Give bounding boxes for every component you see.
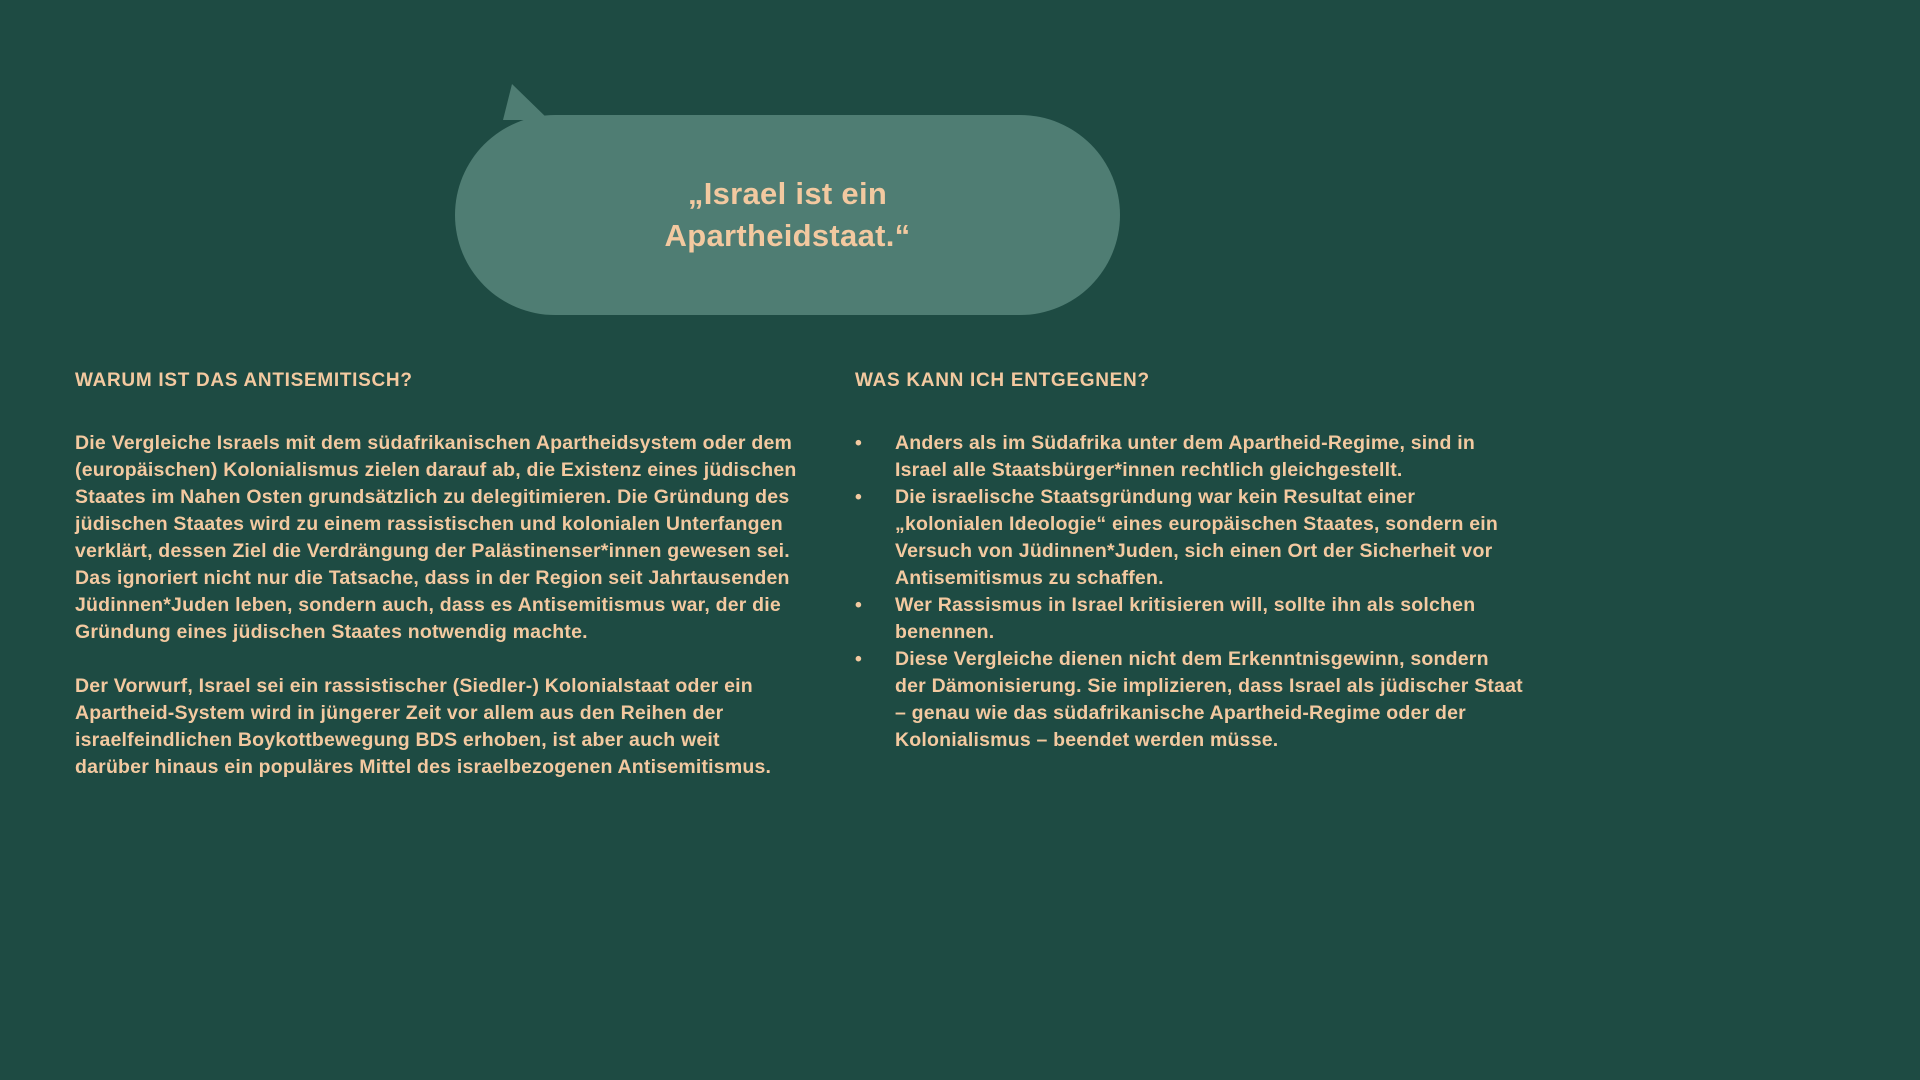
left-paragraph-2: Der Vorwurf, Israel sei ein rassistischer (Siedler-) Kolonialstaat oder ein Apartheid-System wird in jüngerer Zeit vor allem aus den Reihen der israelfeindlichen Boykottbewegung BDS erhoben, ist aber auch weit darüber hinaus ein populäres Mittel des israelbezogenen Antisemitismus.	[75, 675, 772, 778]
left-section-heading: WARUM IST DAS ANTISEMITISCH?	[75, 370, 413, 391]
right-column	[855, 370, 1523, 754]
list-item	[855, 430, 1523, 484]
left-column	[75, 370, 797, 781]
bullet-text: Die israelische Staatsgründung war kein Resultat einer „kolonialen Ideologie“ eines europäischen Staates, sondern ein Versuch von Jüdinnen*Juden, sich einen Ort der Sicherheit vor Antisemitismus zu schaffen.	[895, 486, 1498, 589]
bullet-text: Wer Rassismus in Israel kritisieren will, sollte ihn als solchen benennen.	[895, 594, 1476, 643]
quote-line-1: „Israel ist ein	[687, 176, 888, 211]
speech-bubble-tail	[503, 84, 549, 120]
bullet-text: Anders als im Südafrika unter dem Apartheid-Regime, sind in Israel alle Staatsbürger*innen rechtlich gleichgestellt.	[895, 432, 1475, 481]
left-paragraph-1: Die Vergleiche Israels mit dem südafrikanischen Apartheidsystem oder dem (europäischen) Kolonialismus zielen darauf ab, die Existenz eines jüdischen Staates im Nahen Osten grundsätzlich zu delegitimieren. Die Gründung des jüdischen Staates wird zu einem rassistischen und kolonialen Unterfangen verklärt, dessen Ziel die Verdrängung der Palästinenser*innen gewesen sei. Das ignoriert nicht nur die Tatsache, dass in der Region seit Jahrtausenden Jüdinnen*Juden leben, sondern auch, dass es Antisemitismus war, der die Gründung eines jüdischen Staates notwendig machte.	[75, 432, 797, 643]
bullet-marker: •	[855, 648, 863, 670]
bullet-marker: •	[855, 594, 863, 616]
quote-text	[665, 173, 911, 257]
bullet-marker: •	[855, 486, 863, 508]
quote-line-2: Apartheidstaat.“	[664, 218, 911, 253]
bullet-list	[855, 430, 1523, 754]
list-item	[855, 484, 1523, 592]
list-item	[855, 646, 1523, 754]
bullet-marker: •	[855, 432, 863, 454]
right-section-heading: WAS KANN ICH ENTGEGNEN?	[855, 370, 1150, 391]
list-item	[855, 592, 1523, 646]
bullet-text: Diese Vergleiche dienen nicht dem Erkenntnisgewinn, sondern der Dämonisierung. Sie implizieren, dass Israel als jüdischer Staat – genau wie das südafrikanische Apartheid-Regime oder der Kolonialismus – beendet werden müsse.	[895, 648, 1523, 751]
speech-bubble	[455, 115, 1120, 315]
